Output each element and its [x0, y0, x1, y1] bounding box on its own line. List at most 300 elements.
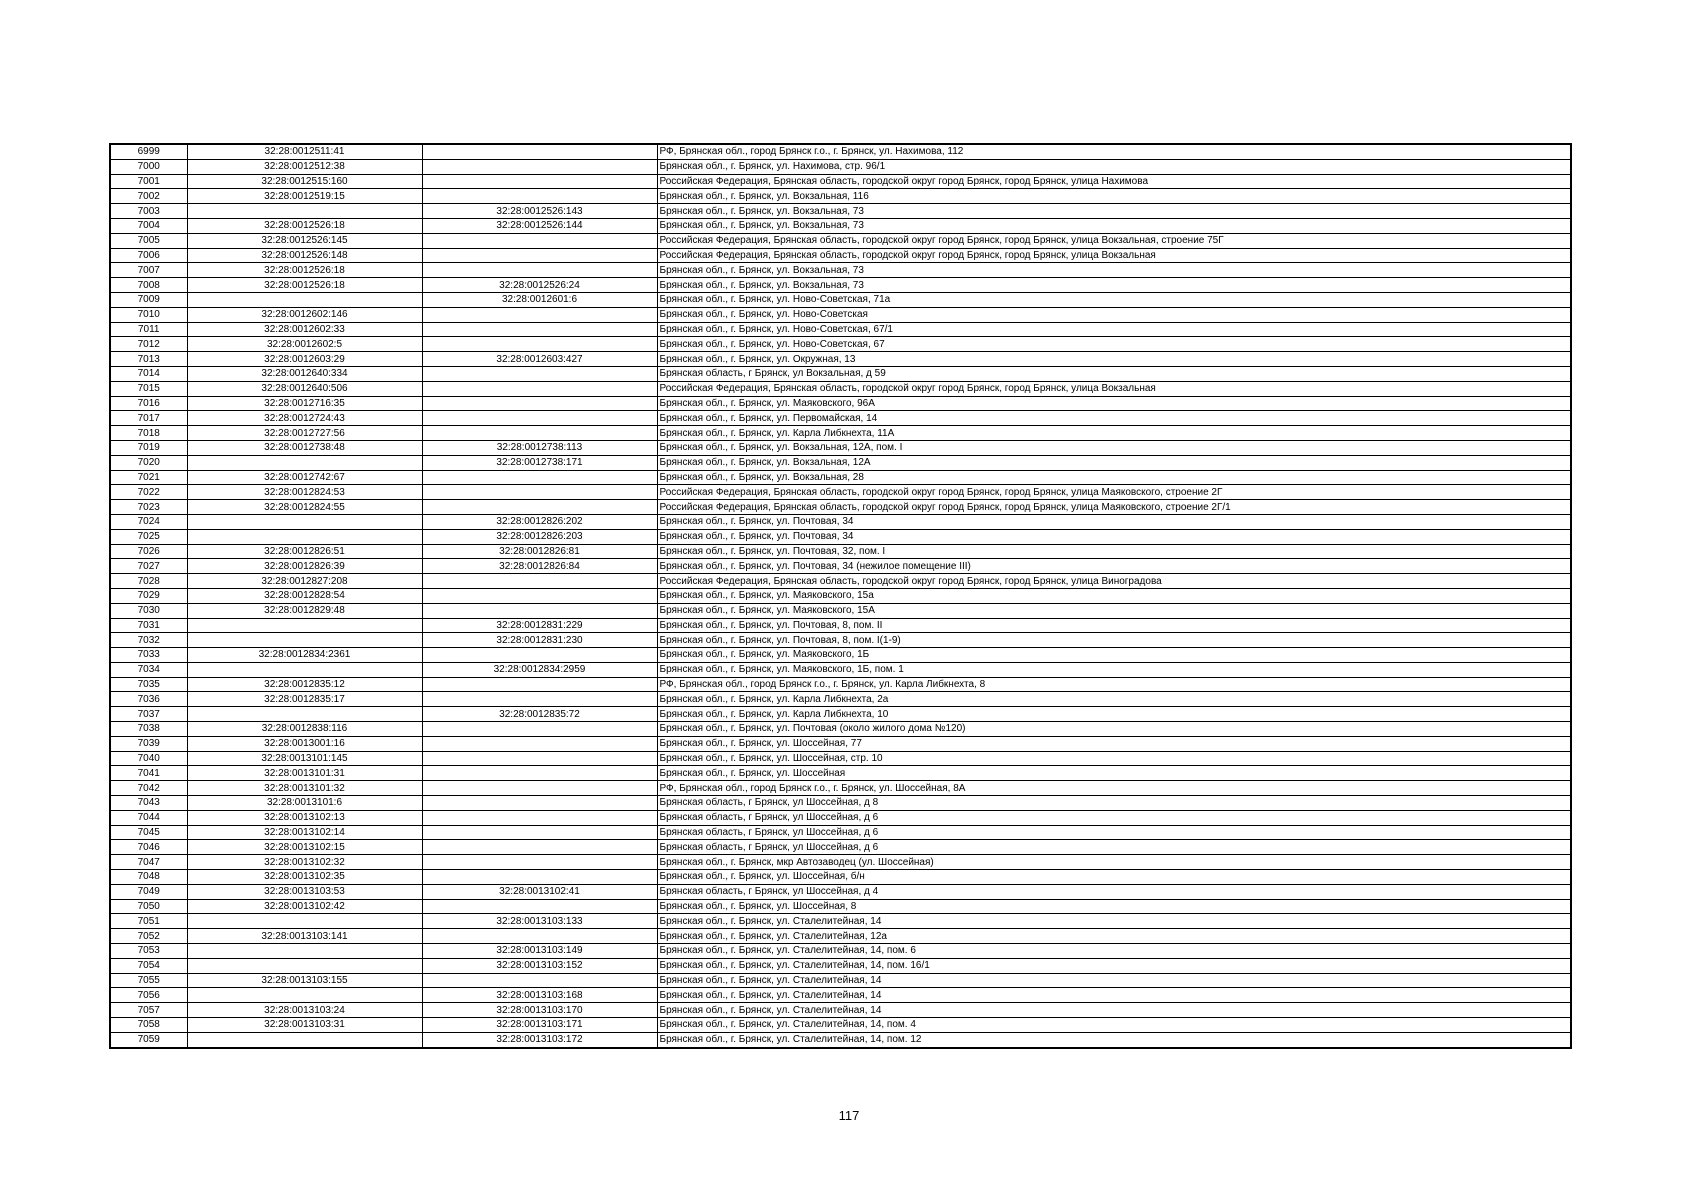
- row-number-cell: 7049: [110, 884, 187, 899]
- row-number-cell: 7059: [110, 1032, 187, 1047]
- table-row: [110, 574, 1571, 589]
- table-row: [110, 825, 1571, 840]
- table-row: [110, 426, 1571, 441]
- related-cadastral-number-cell: [422, 648, 657, 663]
- cadastral-number-cell: 32:28:0012640:334: [187, 366, 422, 381]
- address-cell: Брянская обл., г. Брянск, ул. Шоссейная: [657, 766, 1571, 781]
- cadastral-number-cell: [187, 707, 422, 722]
- related-cadastral-number-cell: 32:28:0012826:84: [422, 559, 657, 574]
- table-row: [110, 840, 1571, 855]
- row-number-cell: 7058: [110, 1018, 187, 1033]
- table-row: [110, 485, 1571, 500]
- address-cell: Брянская обл., г. Брянск, ул. Вокзальная, 73: [657, 263, 1571, 278]
- cadastral-number-cell: 32:28:0012640:506: [187, 381, 422, 396]
- row-number-cell: 7034: [110, 662, 187, 677]
- row-number-cell: 7044: [110, 810, 187, 825]
- related-cadastral-number-cell: [422, 929, 657, 944]
- cadastral-number-cell: 32:28:0012838:116: [187, 722, 422, 737]
- address-cell: Брянская обл., г. Брянск, ул. Шоссейная, стр. 10: [657, 751, 1571, 766]
- row-number-cell: 7001: [110, 174, 187, 189]
- row-number-cell: 7019: [110, 440, 187, 455]
- row-number-cell: 7009: [110, 292, 187, 307]
- table-row: [110, 307, 1571, 322]
- row-number-cell: 7031: [110, 618, 187, 633]
- address-cell: Российская Федерация, Брянская область, городской округ город Брянск, город Брянск, улица Вокзальная: [657, 248, 1571, 263]
- table-row: [110, 1018, 1571, 1033]
- row-number-cell: 7016: [110, 396, 187, 411]
- table-row: [110, 248, 1571, 263]
- cadastral-number-cell: 32:28:0013103:155: [187, 973, 422, 988]
- table-row: [110, 159, 1571, 174]
- row-number-cell: 7030: [110, 603, 187, 618]
- cadastral-number-cell: 32:28:0013103:24: [187, 1003, 422, 1018]
- row-number-cell: 7017: [110, 411, 187, 426]
- cadastral-number-cell: 32:28:0012512:38: [187, 159, 422, 174]
- row-number-cell: 7054: [110, 958, 187, 973]
- table-row: [110, 322, 1571, 337]
- related-cadastral-number-cell: [422, 174, 657, 189]
- cadastral-number-cell: 32:28:0012738:48: [187, 440, 422, 455]
- table-row: [110, 455, 1571, 470]
- row-number-cell: 7026: [110, 544, 187, 559]
- table-row: [110, 588, 1571, 603]
- related-cadastral-number-cell: [422, 722, 657, 737]
- cadastral-number-cell: 32:28:0012742:67: [187, 470, 422, 485]
- address-cell: Брянская обл., г. Брянск, ул. Вокзальная, 73: [657, 218, 1571, 233]
- address-cell: Брянская обл., г. Брянск, ул. Сталелитейная, 14: [657, 1003, 1571, 1018]
- related-cadastral-number-cell: 32:28:0012738:171: [422, 455, 657, 470]
- related-cadastral-number-cell: [422, 233, 657, 248]
- address-cell: Брянская обл., г. Брянск, ул. Первомайская, 14: [657, 411, 1571, 426]
- address-cell: Брянская обл., г. Брянск, ул. Почтовая, 8, пом. II: [657, 618, 1571, 633]
- row-number-cell: 7032: [110, 633, 187, 648]
- address-cell: Брянская область, г Брянск, ул Шоссейная, д 6: [657, 840, 1571, 855]
- related-cadastral-number-cell: 32:28:0012834:2959: [422, 662, 657, 677]
- cadastral-number-cell: [187, 1032, 422, 1047]
- row-number-cell: 7056: [110, 988, 187, 1003]
- cadastral-number-cell: [187, 618, 422, 633]
- related-cadastral-number-cell: [422, 337, 657, 352]
- address-cell: Брянская обл., г. Брянск, ул. Карла Либкнехта, 2а: [657, 692, 1571, 707]
- table-row: [110, 633, 1571, 648]
- address-cell: Российская Федерация, Брянская область, городской округ город Брянск, город Брянск, улица Маяковского, строение 2Г/1: [657, 500, 1571, 515]
- cadastral-number-cell: 32:28:0012602:5: [187, 337, 422, 352]
- address-cell: Брянская область, г Брянск, ул Шоссейная, д 6: [657, 825, 1571, 840]
- table-row: [110, 144, 1571, 159]
- cadastral-number-cell: 32:28:0012824:53: [187, 485, 422, 500]
- address-cell: Российская Федерация, Брянская область, городской округ город Брянск, город Брянск, улица Вокзальная: [657, 381, 1571, 396]
- address-cell: Брянская обл., г. Брянск, ул. Почтовая, 34 (нежилое помещение III): [657, 559, 1571, 574]
- address-cell: Брянская обл., г. Брянск, ул. Сталелитейная, 14: [657, 914, 1571, 929]
- address-cell: Брянская обл., г. Брянск, ул. Вокзальная, 116: [657, 189, 1571, 204]
- row-number-cell: 7025: [110, 529, 187, 544]
- cadastral-number-cell: [187, 958, 422, 973]
- row-number-cell: 7047: [110, 855, 187, 870]
- related-cadastral-number-cell: [422, 603, 657, 618]
- related-cadastral-number-cell: [422, 485, 657, 500]
- cadastral-number-cell: 32:28:0012526:18: [187, 263, 422, 278]
- row-number-cell: 7038: [110, 722, 187, 737]
- table-row: [110, 174, 1571, 189]
- related-cadastral-number-cell: [422, 855, 657, 870]
- related-cadastral-number-cell: [422, 307, 657, 322]
- address-cell: РФ, Брянская обл., город Брянск г.о., г. Брянск, ул. Нахимова, 112: [657, 144, 1571, 159]
- address-cell: Российская Федерация, Брянская область, городской округ город Брянск, город Брянск, улица Виноградова: [657, 574, 1571, 589]
- row-number-cell: 7023: [110, 500, 187, 515]
- cadastral-number-cell: 32:28:0013101:145: [187, 751, 422, 766]
- table-row: [110, 973, 1571, 988]
- cadastral-number-cell: 32:28:0012526:145: [187, 233, 422, 248]
- table-row: [110, 929, 1571, 944]
- address-cell: Брянская обл., г. Брянск, ул. Шоссейная, 77: [657, 736, 1571, 751]
- address-cell: Брянская обл., г. Брянск, ул. Маяковского, 96А: [657, 396, 1571, 411]
- row-number-cell: 7021: [110, 470, 187, 485]
- related-cadastral-number-cell: 32:28:0012831:229: [422, 618, 657, 633]
- address-cell: Брянская обл., г. Брянск, ул. Вокзальная, 12А, пом. I: [657, 440, 1571, 455]
- related-cadastral-number-cell: [422, 751, 657, 766]
- table-row: [110, 1032, 1571, 1047]
- address-cell: Брянская обл., г. Брянск, ул. Шоссейная, б/н: [657, 870, 1571, 885]
- table-row: [110, 529, 1571, 544]
- row-number-cell: 7029: [110, 588, 187, 603]
- row-number-cell: 7008: [110, 278, 187, 293]
- row-number-cell: 6999: [110, 144, 187, 159]
- table-row: [110, 988, 1571, 1003]
- address-cell: Брянская обл., г. Брянск, ул. Маяковского, 15а: [657, 588, 1571, 603]
- cadastral-number-cell: 32:28:0012603:29: [187, 352, 422, 367]
- related-cadastral-number-cell: [422, 159, 657, 174]
- row-number-cell: 7002: [110, 189, 187, 204]
- address-cell: Брянская обл., г. Брянск, ул. Сталелитейная, 14, пом. 16/1: [657, 958, 1571, 973]
- table-row: [110, 204, 1571, 219]
- address-cell: Брянская обл., г. Брянск, ул. Шоссейная, 8: [657, 899, 1571, 914]
- cadastral-number-cell: 32:28:0012716:35: [187, 396, 422, 411]
- related-cadastral-number-cell: [422, 574, 657, 589]
- address-cell: Брянская обл., г. Брянск, ул. Карла Либкнехта, 10: [657, 707, 1571, 722]
- cadastral-number-cell: 32:28:0013001:16: [187, 736, 422, 751]
- address-cell: Брянская обл., г. Брянск, ул. Маяковского, 1Б: [657, 648, 1571, 663]
- row-number-cell: 7042: [110, 781, 187, 796]
- related-cadastral-number-cell: 32:28:0012526:24: [422, 278, 657, 293]
- related-cadastral-number-cell: [422, 766, 657, 781]
- table-row: [110, 381, 1571, 396]
- address-cell: Брянская область, г Брянск, ул Вокзальная, д 59: [657, 366, 1571, 381]
- address-cell: Брянская обл., г. Брянск, ул. Ново-Советская, 67: [657, 337, 1571, 352]
- cadastral-table: [109, 143, 1572, 1049]
- related-cadastral-number-cell: [422, 411, 657, 426]
- cadastral-number-cell: 32:28:0013103:53: [187, 884, 422, 899]
- row-number-cell: 7014: [110, 366, 187, 381]
- cadastral-number-cell: 32:28:0013103:141: [187, 929, 422, 944]
- row-number-cell: 7010: [110, 307, 187, 322]
- address-cell: Брянская обл., г. Брянск, ул. Маяковского, 15А: [657, 603, 1571, 618]
- table-row: [110, 514, 1571, 529]
- cadastral-number-cell: 32:28:0012602:33: [187, 322, 422, 337]
- cadastral-number-cell: [187, 455, 422, 470]
- related-cadastral-number-cell: [422, 144, 657, 159]
- related-cadastral-number-cell: [422, 396, 657, 411]
- cadastral-number-cell: 32:28:0012526:18: [187, 218, 422, 233]
- cadastral-number-cell: 32:28:0012519:15: [187, 189, 422, 204]
- related-cadastral-number-cell: [422, 189, 657, 204]
- row-number-cell: 7039: [110, 736, 187, 751]
- related-cadastral-number-cell: 32:28:0012738:113: [422, 440, 657, 455]
- table-row: [110, 958, 1571, 973]
- cadastral-number-cell: 32:28:0013102:14: [187, 825, 422, 840]
- table-row: [110, 352, 1571, 367]
- address-cell: Брянская обл., г. Брянск, ул. Сталелитейная, 14, пом. 12: [657, 1032, 1571, 1047]
- table-row: [110, 218, 1571, 233]
- table-row: [110, 500, 1571, 515]
- table-row: [110, 855, 1571, 870]
- cadastral-number-cell: 32:28:0013102:32: [187, 855, 422, 870]
- address-cell: Брянская обл., г. Брянск, ул. Вокзальная, 28: [657, 470, 1571, 485]
- cadastral-number-cell: 32:28:0012834:2361: [187, 648, 422, 663]
- related-cadastral-number-cell: [422, 381, 657, 396]
- related-cadastral-number-cell: [422, 736, 657, 751]
- table-row: [110, 766, 1571, 781]
- row-number-cell: 7022: [110, 485, 187, 500]
- table-row: [110, 722, 1571, 737]
- table-row: [110, 189, 1571, 204]
- related-cadastral-number-cell: 32:28:0012526:143: [422, 204, 657, 219]
- address-cell: Брянская обл., г. Брянск, ул. Карла Либкнехта, 11А: [657, 426, 1571, 441]
- row-number-cell: 7007: [110, 263, 187, 278]
- table-row: [110, 603, 1571, 618]
- table-row: [110, 470, 1571, 485]
- row-number-cell: 7057: [110, 1003, 187, 1018]
- related-cadastral-number-cell: [422, 366, 657, 381]
- row-number-cell: 7040: [110, 751, 187, 766]
- table-row: [110, 1003, 1571, 1018]
- page-number: 117: [838, 1108, 860, 1123]
- related-cadastral-number-cell: [422, 692, 657, 707]
- cadastral-number-cell: 32:28:0012724:43: [187, 411, 422, 426]
- table-row: [110, 233, 1571, 248]
- related-cadastral-number-cell: [422, 781, 657, 796]
- row-number-cell: 7004: [110, 218, 187, 233]
- table-row: [110, 692, 1571, 707]
- related-cadastral-number-cell: 32:28:0012826:81: [422, 544, 657, 559]
- cadastral-number-cell: 32:28:0013102:13: [187, 810, 422, 825]
- row-number-cell: 7005: [110, 233, 187, 248]
- cadastral-number-cell: [187, 988, 422, 1003]
- table-row: [110, 751, 1571, 766]
- row-number-cell: 7050: [110, 899, 187, 914]
- table-row: [110, 707, 1571, 722]
- address-cell: Брянская обл., г. Брянск, ул. Вокзальная, 12А: [657, 455, 1571, 470]
- address-cell: Брянская обл., г. Брянск, ул. Нахимова, стр. 96/1: [657, 159, 1571, 174]
- related-cadastral-number-cell: 32:28:0013103:171: [422, 1018, 657, 1033]
- cadastral-number-cell: [187, 292, 422, 307]
- address-cell: Брянская обл., г. Брянск, ул. Вокзальная, 73: [657, 204, 1571, 219]
- address-cell: Брянская область, г Брянск, ул Шоссейная, д 8: [657, 796, 1571, 811]
- address-cell: Российская Федерация, Брянская область, городской округ город Брянск, город Брянск, улица Вокзальная, строение 75Г: [657, 233, 1571, 248]
- address-cell: Брянская обл., г. Брянск, ул. Ново-Советская, 71а: [657, 292, 1571, 307]
- address-cell: Брянская обл., г. Брянск, ул. Почтовая, 32, пом. I: [657, 544, 1571, 559]
- related-cadastral-number-cell: [422, 825, 657, 840]
- cadastral-number-cell: 32:28:0012835:17: [187, 692, 422, 707]
- cadastral-number-cell: 32:28:0013101:6: [187, 796, 422, 811]
- table-row: [110, 914, 1571, 929]
- related-cadastral-number-cell: 32:28:0012526:144: [422, 218, 657, 233]
- address-cell: Брянская область, г Брянск, ул Шоссейная, д 4: [657, 884, 1571, 899]
- related-cadastral-number-cell: [422, 500, 657, 515]
- row-number-cell: 7006: [110, 248, 187, 263]
- address-cell: Брянская обл., г. Брянск, ул. Почтовая, 34: [657, 514, 1571, 529]
- row-number-cell: 7013: [110, 352, 187, 367]
- cadastral-number-cell: 32:28:0012826:51: [187, 544, 422, 559]
- row-number-cell: 7027: [110, 559, 187, 574]
- row-number-cell: 7000: [110, 159, 187, 174]
- address-cell: Российская Федерация, Брянская область, городской округ город Брянск, город Брянск, улица Маяковского, строение 2Г: [657, 485, 1571, 500]
- related-cadastral-number-cell: [422, 973, 657, 988]
- cadastral-number-cell: 32:28:0012827:208: [187, 574, 422, 589]
- cadastral-number-cell: [187, 914, 422, 929]
- cadastral-number-cell: 32:28:0013103:31: [187, 1018, 422, 1033]
- row-number-cell: 7051: [110, 914, 187, 929]
- address-cell: РФ, Брянская обл., город Брянск г.о., г. Брянск, ул. Карла Либкнехта, 8: [657, 677, 1571, 692]
- table-row: [110, 662, 1571, 677]
- row-number-cell: 7020: [110, 455, 187, 470]
- address-cell: Брянская обл., г. Брянск, ул. Сталелитейная, 14, пом. 6: [657, 944, 1571, 959]
- cadastral-number-cell: 32:28:0013101:32: [187, 781, 422, 796]
- table-row: [110, 292, 1571, 307]
- related-cadastral-number-cell: [422, 870, 657, 885]
- table-row: [110, 810, 1571, 825]
- table-row: [110, 559, 1571, 574]
- cadastral-number-cell: [187, 204, 422, 219]
- related-cadastral-number-cell: 32:28:0013103:133: [422, 914, 657, 929]
- address-cell: Брянская обл., г. Брянск, ул. Почтовая, 34: [657, 529, 1571, 544]
- table-row: [110, 366, 1571, 381]
- address-cell: Брянская обл., г. Брянск, ул. Окружная, 13: [657, 352, 1571, 367]
- row-number-cell: 7048: [110, 870, 187, 885]
- address-cell: Брянская обл., г. Брянск, ул. Сталелитейная, 14: [657, 988, 1571, 1003]
- cadastral-number-cell: 32:28:0012835:12: [187, 677, 422, 692]
- related-cadastral-number-cell: [422, 899, 657, 914]
- related-cadastral-number-cell: 32:28:0012601:6: [422, 292, 657, 307]
- cadastral-number-cell: 32:28:0012602:146: [187, 307, 422, 322]
- related-cadastral-number-cell: [422, 588, 657, 603]
- row-number-cell: 7003: [110, 204, 187, 219]
- table-row: [110, 677, 1571, 692]
- related-cadastral-number-cell: 32:28:0013103:172: [422, 1032, 657, 1047]
- row-number-cell: 7035: [110, 677, 187, 692]
- address-cell: Брянская обл., г. Брянск, ул. Ново-Советская: [657, 307, 1571, 322]
- table-row: [110, 796, 1571, 811]
- cadastral-number-cell: 32:28:0012511:41: [187, 144, 422, 159]
- address-cell: Брянская обл., г. Брянск, ул. Вокзальная, 73: [657, 278, 1571, 293]
- cadastral-number-cell: 32:28:0012526:18: [187, 278, 422, 293]
- cadastral-number-cell: 32:28:0013102:15: [187, 840, 422, 855]
- row-number-cell: 7045: [110, 825, 187, 840]
- cadastral-number-cell: 32:28:0012826:39: [187, 559, 422, 574]
- address-cell: РФ, Брянская обл., город Брянск г.о., г. Брянск, ул. Шоссейная, 8А: [657, 781, 1571, 796]
- related-cadastral-number-cell: [422, 322, 657, 337]
- related-cadastral-number-cell: 32:28:0013103:170: [422, 1003, 657, 1018]
- table-row: [110, 396, 1571, 411]
- cadastral-number-cell: [187, 514, 422, 529]
- address-cell: Брянская обл., г. Брянск, ул. Маяковского, 1Б, пом. 1: [657, 662, 1571, 677]
- table-row: [110, 618, 1571, 633]
- related-cadastral-number-cell: [422, 426, 657, 441]
- cadastral-number-cell: 32:28:0013101:31: [187, 766, 422, 781]
- row-number-cell: 7046: [110, 840, 187, 855]
- related-cadastral-number-cell: 32:28:0013103:168: [422, 988, 657, 1003]
- cadastral-number-cell: [187, 633, 422, 648]
- table-row: [110, 337, 1571, 352]
- related-cadastral-number-cell: [422, 470, 657, 485]
- address-cell: Брянская обл., г. Брянск, ул. Сталелитейная, 12а: [657, 929, 1571, 944]
- table-row: [110, 411, 1571, 426]
- table-row: [110, 278, 1571, 293]
- table-row: [110, 736, 1571, 751]
- row-number-cell: 7053: [110, 944, 187, 959]
- related-cadastral-number-cell: [422, 840, 657, 855]
- cadastral-number-cell: [187, 529, 422, 544]
- related-cadastral-number-cell: 32:28:0013103:152: [422, 958, 657, 973]
- row-number-cell: 7043: [110, 796, 187, 811]
- related-cadastral-number-cell: [422, 810, 657, 825]
- table-row: [110, 899, 1571, 914]
- row-number-cell: 7037: [110, 707, 187, 722]
- row-number-cell: 7011: [110, 322, 187, 337]
- address-cell: Российская Федерация, Брянская область, городской округ город Брянск, город Брянск, улица Нахимова: [657, 174, 1571, 189]
- table-row: [110, 440, 1571, 455]
- cadastral-number-cell: [187, 662, 422, 677]
- row-number-cell: 7024: [110, 514, 187, 529]
- table-row: [110, 944, 1571, 959]
- related-cadastral-number-cell: [422, 796, 657, 811]
- row-number-cell: 7033: [110, 648, 187, 663]
- related-cadastral-number-cell: 32:28:0012826:202: [422, 514, 657, 529]
- cadastral-number-cell: 32:28:0012515:160: [187, 174, 422, 189]
- related-cadastral-number-cell: 32:28:0013102:41: [422, 884, 657, 899]
- address-cell: Брянская обл., г. Брянск, ул. Ново-Советская, 67/1: [657, 322, 1571, 337]
- address-cell: Брянская обл., г. Брянск, ул. Сталелитейная, 14: [657, 973, 1571, 988]
- row-number-cell: 7036: [110, 692, 187, 707]
- row-number-cell: 7012: [110, 337, 187, 352]
- related-cadastral-number-cell: 32:28:0012603:427: [422, 352, 657, 367]
- related-cadastral-number-cell: 32:28:0013103:149: [422, 944, 657, 959]
- address-cell: Брянская обл., г. Брянск, ул. Почтовая (около жилого дома №120): [657, 722, 1571, 737]
- table-row: [110, 781, 1571, 796]
- cadastral-number-cell: 32:28:0012824:55: [187, 500, 422, 515]
- cadastral-number-cell: [187, 944, 422, 959]
- table-row: [110, 648, 1571, 663]
- table-row: [110, 544, 1571, 559]
- row-number-cell: 7018: [110, 426, 187, 441]
- address-cell: Брянская обл., г. Брянск, ул. Сталелитейная, 14, пом. 4: [657, 1018, 1571, 1033]
- table-row: [110, 870, 1571, 885]
- related-cadastral-number-cell: 32:28:0012826:203: [422, 529, 657, 544]
- cadastral-number-cell: 32:28:0012828:54: [187, 588, 422, 603]
- related-cadastral-number-cell: [422, 263, 657, 278]
- cadastral-number-cell: 32:28:0012727:56: [187, 426, 422, 441]
- cadastral-number-cell: 32:28:0013102:35: [187, 870, 422, 885]
- row-number-cell: 7028: [110, 574, 187, 589]
- cadastral-number-cell: 32:28:0012829:48: [187, 603, 422, 618]
- table-row: [110, 263, 1571, 278]
- row-number-cell: 7052: [110, 929, 187, 944]
- related-cadastral-number-cell: [422, 677, 657, 692]
- address-cell: Брянская обл., г. Брянск, мкр Автозаводец (ул. Шоссейная): [657, 855, 1571, 870]
- row-number-cell: 7015: [110, 381, 187, 396]
- cadastral-number-cell: 32:28:0013102:42: [187, 899, 422, 914]
- address-cell: Брянская область, г Брянск, ул Шоссейная, д 6: [657, 810, 1571, 825]
- row-number-cell: 7041: [110, 766, 187, 781]
